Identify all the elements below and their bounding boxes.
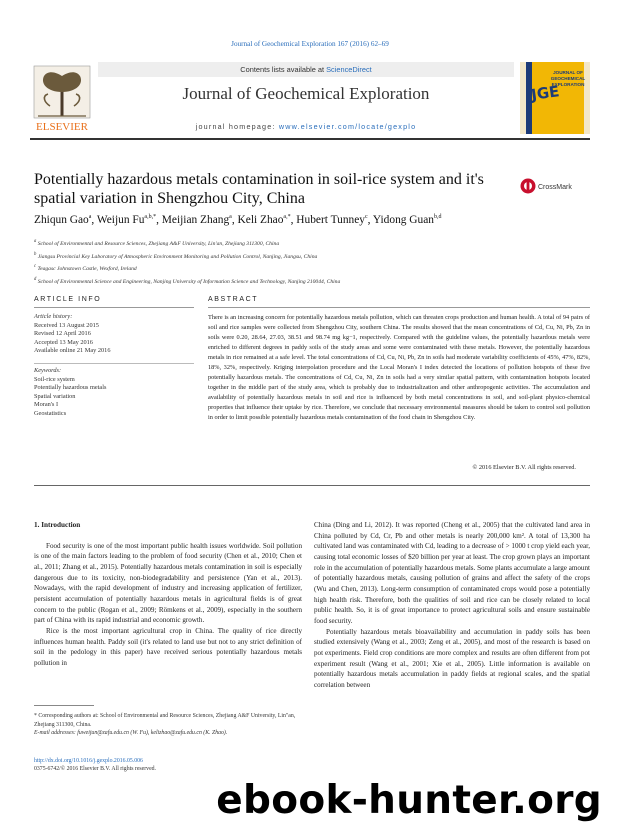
elsevier-tree-icon: [30, 62, 94, 134]
article-info-heading: ARTICLE INFO: [34, 296, 102, 303]
author: Keli Zhao$^{a,*}$,: [237, 214, 297, 226]
journal-title: Journal of Geochemical Exploration: [182, 84, 430, 103]
affiliation: $^b$ Jiangsu Provincial Key Laboratory of Atmospheric Environment Monitoring and Pollution Control, Nanjing, Jiangsu, China: [34, 251, 318, 260]
section-rule: [34, 485, 590, 486]
keyword: Geostatistics: [34, 409, 67, 417]
affiliation: $^c$ Teagasc Johnstown Castle, Wexford, Ireland: [34, 264, 137, 272]
article-title: Potentially hazardous metals contamination in soil-rice system and it's spatial variation in Shengzhou City, China: [34, 171, 484, 207]
crossmark-label: CrossMark: [538, 184, 572, 191]
elsevier-logo: [30, 62, 94, 134]
journal-homepage: [98, 122, 514, 131]
contents-bar: [98, 62, 514, 77]
introduction-heading: 1. Introduction: [34, 521, 81, 529]
body-paragraph: Rice is the most important agricultural crop in China. The quality of rice directly influences human health. Paddy soil (it's related to land use but not to any strict definition of soil in the pedology in this paper) have received serious potentially hazardous metals pollution in: [34, 626, 302, 667]
abstract-rule: [208, 307, 590, 308]
affiliation: $^d$ School of Environmental Science and Engineering, Nanjing University of Information Science and Technology, Nanjing 210044, China: [34, 276, 341, 285]
body-column-right: [314, 520, 590, 691]
journal-cover: [520, 62, 590, 134]
keyword: Soil-rice system: [34, 375, 75, 383]
abstract-text: There is an increasing concern for potentially hazardous metals pollution, which can threaten crops production and human health. A total of 94 pairs of soil and rice samples were collected from Shengzhou City, southern China. The results showed that the mean concentrations of Cd, Cu, Ni, Pb, Zn in soils were 0.20, 28.64, 27.03, 38.51 and 98.74 mg kg−1, respectively. Compared with the guideline values, the potentially hazardous metals were enriched to different degrees in paddy soils of the study areas and some were contaminated with these metals. However, the potentially hazardous metals in rice remained at a safe level. The total concentrations of Cd, Cu, Ni, Pb, Zn in soils had moderate variability coefficients of 45%, 47%, 82%, 18%, 32%, respectively. Kriging interpolation procedure and the Local Moran's I index detected the locations of pollution hotspots of these five potentially hazardous metals. The concentrations of Cd, Cu, Ni, Zn in soils had a very similar spatial pattern, with contamination hotspots located together in the middle part of the study area, which is probably due to industrialization and other anthropogenic activities. The accumulation and availability of potentially hazardous metals in soil and rice is influenced by both metal concentrations in soil, and soil-plant physico-chemical properties that influence their uptake by rice. Therefore, we conclude that necessary environmental measures should be taken to control soil pollution in order to limit possible potentially hazardous metals contamination of the food chain in Shengzhou City.: [208, 314, 590, 421]
doi-block: [34, 757, 334, 774]
author: Meijian Zhang$^a$,: [161, 214, 238, 226]
footnote-rule: [34, 705, 94, 706]
watermark: [0, 778, 620, 827]
cover-line-2: GEOCHEMICAL: [550, 76, 586, 81]
abstract-copyright: © 2016 Elsevier B.V. All rights reserved.: [472, 464, 576, 471]
journal-reference[interactable]: Journal of Geochemical Exploration 167 (2016) 62–69: [231, 40, 389, 48]
affiliations: [34, 237, 594, 287]
crossmark-icon: [520, 178, 590, 194]
body-paragraph: China (Ding and Li, 2012). It was reported (Cheng et al., 2005) that the cultivated land area in China polluted by Cd, Cr, Pb and other metals is nearly 200,000 km². A total of 13,300 ha cultivated land was contaminated with Cd, leading to a decrease of > 1000 t crop yield each year, causing total economic losses of $20 billion per year at least. The crop grown plays an important role in the accumulation of potentially hazardous metals. Some plants accumulate a large amount of potentially hazardous metals, causing pollution of grains and affect the safety of the crops (Wu and Chen, 2013). Long-term consumption of contaminated crops would pose a potentially high health risk. Therefore, both the qualities of soil and rice can be closely related to local public health. So, it is of great importance to protect agricultural soils and ensure sustainable food security.: [314, 521, 590, 625]
body-column-left: [34, 520, 302, 669]
keywords-label: Keywords:: [34, 367, 62, 374]
history-revised: Revised 12 April 2016: [34, 330, 91, 338]
keywords: [34, 367, 194, 419]
author: Hubert Tunney$^c$,: [296, 214, 373, 226]
affiliation: $^a$ School of Environmental and Resource Sciences, Zhejiang A&F University, Lin'an, Zhejiang 311300, China: [34, 239, 280, 247]
sciencedirect-link[interactable]: ScienceDirect: [326, 65, 372, 74]
author: Weijun $Fu^{a,b,*}$,: [96, 214, 162, 226]
author-list: [34, 214, 594, 226]
keyword: Potentially hazardous metals: [34, 384, 107, 392]
journal-cover-image: [520, 62, 590, 134]
corresponding-author-note: * Corresponding authors at: School of Environmental and Resource Sciences, Zhejiang A&F University, Lin"an, Zhejiang 311300, China.: [34, 713, 296, 728]
email-addresses: E-mail addresses: fuweijun@zafu.edu.cn (W. Fu), kelizhao@zafu.edu.cn (K. Zhao).: [34, 730, 228, 737]
article-history: [34, 313, 194, 356]
author: Yidong Guan$^{b,d}$: [372, 214, 442, 226]
article-info-rule: [34, 307, 194, 308]
cover-line-1: JOURNAL OF: [553, 70, 583, 75]
history-accepted: Accepted 13 May 2016: [34, 338, 93, 346]
keyword: Moran's I: [34, 401, 59, 409]
history-online: Available online 21 May 2016: [34, 347, 111, 355]
abstract-heading: ABSTRACT: [208, 296, 259, 303]
contents-prefix: Contents lists available at: [240, 65, 327, 74]
history-received: Received 13 August 2015: [34, 321, 99, 329]
header-rule: [30, 138, 590, 140]
author: Zhiqun Gao$^a$,: [34, 214, 97, 226]
watermark-text: ebook-hunter.org: [216, 778, 602, 823]
body-paragraph: Food security is one of the most important public health issues worldwide. Soil pollution is one of the main factors leading to the problem of food security (Chen et al., 2010; Chen et al., 2011; Zhang et al., 2015). Potentially hazardous metals contamination in soil is especially dangerous due to its toxicity, non-biodegradability and persistence (Yan et al., 2013). Nowadays, with the rapid development of industry and increasing application of fertilizer, persistent accumulation of potentially hazardous metals in agricultural fields is of great concern to the public (Rogan et al., 2009; Römkens et al., 2009), especially in the southern part of China with its rapid industrial and economic growth.: [34, 541, 302, 625]
keyword: Spatial variation: [34, 392, 76, 400]
cover-line-3: EXPLORATION: [551, 82, 585, 87]
footnote: [34, 712, 302, 738]
crossmark-badge[interactable]: [520, 178, 590, 194]
cover-abbrev: JGE: [530, 82, 561, 104]
homepage-prefix: journal homepage:: [195, 122, 279, 131]
publisher-name: ELSEVIER: [36, 121, 88, 133]
history-label: Article history:: [34, 313, 73, 320]
body-paragraph: Potentially hazardous metals bioavailability and accumulation in paddy soils has been studied extensively (Wang et al., 2003; Zeng et al., 2005), and most of the research is based on pot experiments. Field crop conditions are more complex and results are often different from pot experiment result (Wang et al., 2001; Xie et al., 2005). Little information is available on potentially hazardous metals accumulation in paddy fields at regional scales, and the spatial correlation between: [314, 627, 590, 689]
doi-link[interactable]: http://dx.doi.org/10.1016/j.gexplo.2016.05.006: [34, 758, 143, 764]
history-rule: [34, 363, 194, 364]
homepage-link[interactable]: www.elsevier.com/locate/gexplo: [278, 122, 417, 131]
issn-line: 0375-6742/© 2016 Elsevier B.V. All rights reserved.: [34, 766, 156, 773]
